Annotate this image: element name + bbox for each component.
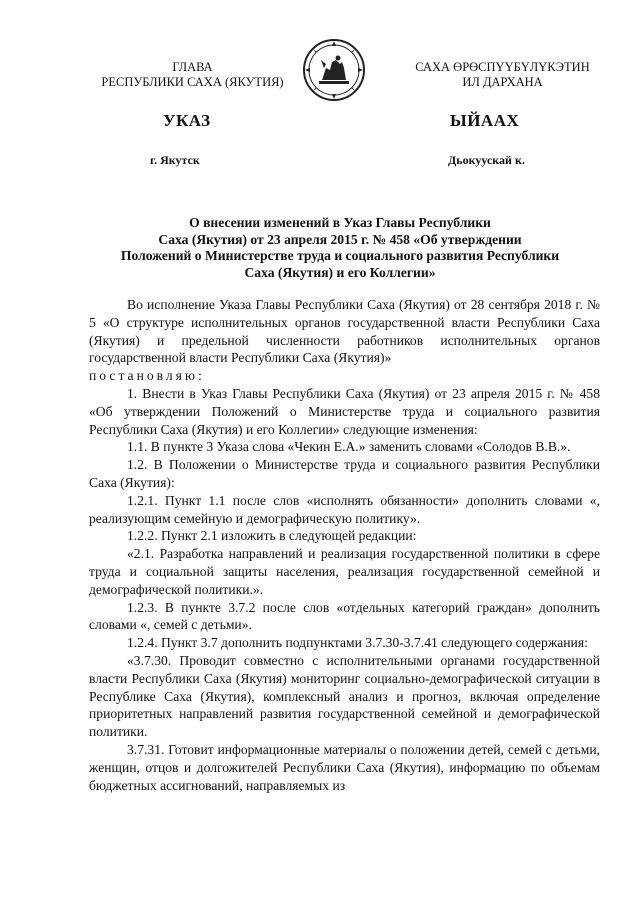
header-left-line1: ГЛАВА [172,60,213,74]
header-right-line2: ИЛ ДАРХАНА [462,75,543,89]
paragraph-3-7-30: «3.7.30. Проводит совместно с исполнительными органами государственной власти Республики Саха (Якутия) мониторинг социально-демографической ситуации в Республике Саха (Якутия), комплексный анализ и прогноз, включая определение приоритетных направлений развития государственной семейной и демографической политики. [89,652,600,740]
paragraph-1-1: 1.1. В пункте 3 Указа слова «Чекин Е.А.» заменить словами «Солодов В.В.». [127,439,571,455]
document-body [89,296,600,794]
paragraph-1-2-4: 1.2.4. Пункт 3.7 дополнить подпунктами 3.7.30-3.7.41 следующего содержания: [127,635,588,651]
title-line: Положений о Министерстве труда и социального развития Республики [120,248,560,264]
paragraph-1-2-2: 1.2.2. Пункт 2.1 изложить в следующей редакции: [127,528,417,544]
intro-paragraph: Во исполнение Указа Главы Республики Саха (Якутия) от 28 сентября 2018 г. № 5 «О структуре исполнительных органов государственной власти Республики Саха (Якутия) и предельной численности работников исполнительных органов государственной власти Республики Саха (Якутия)» [89,297,600,366]
decree-title-ru: УКАЗ [163,111,211,130]
city-ru: г. Якутск [150,153,200,167]
title-line: О внесении изменений в Указ Главы Республики [189,215,491,230]
header-left-line2: РЕСПУБЛИКИ САХА (ЯКУТИЯ) [101,75,284,89]
resolve-text: постановляю: [89,368,205,384]
title-line: Саха (Якутия) и его Коллегии» [244,265,436,281]
paragraph-3-7-31: 3.7.31. Готовит информационные материалы о положении детей, семей с детьми, женщин, отцов и долгожителей Республики Саха (Якутия), информацию по объемам бюджетных ассигнований, направляемых из [89,741,600,793]
paragraph-2-1-quote: «2.1. Разработка направлений и реализация государственной политики в сфере труда и социальной защиты населения, реализация государственной семейной и демографической политики.». [89,546,600,597]
paragraph-1-2: 1.2. В Положении о Министерстве труда и социального развития Республики Саха (Якутия): [89,457,600,490]
header-left [75,60,310,90]
decree-title-sah: ЫЙААХ [450,111,520,130]
city-sah: Дьокуускай к. [448,153,525,167]
coat-of-arms-emblem [302,38,366,102]
document-title [80,215,600,282]
paragraph-1-2-3: 1.2.3. В пункте 3.7.2 после слов «отдельных категорий граждан» дополнить словами «, семей с детьми». [89,599,600,633]
paragraph-1-2-1: 1.2.1. Пункт 1.1 после слов «исполнять обязанности» дополнить словами «, реализующим семейную и демографическую политику». [89,492,600,526]
paragraph-1: 1. Внести в Указ Главы Республики Саха (Якутия) от 23 апреля 2015 г. № 458 «Об утверждении Положений о Министерстве труда и социального развития Республики Саха (Якутия) и его Коллегии» следующие изменения: [89,385,600,437]
header-right [380,60,625,90]
header-right-line1: САХА ӨРӨСПҮҮБҮЛҮКЭТИН [415,60,590,74]
title-line: Саха (Якутия) от 23 апреля 2015 г. № 458 «Об утверждении [158,231,522,247]
